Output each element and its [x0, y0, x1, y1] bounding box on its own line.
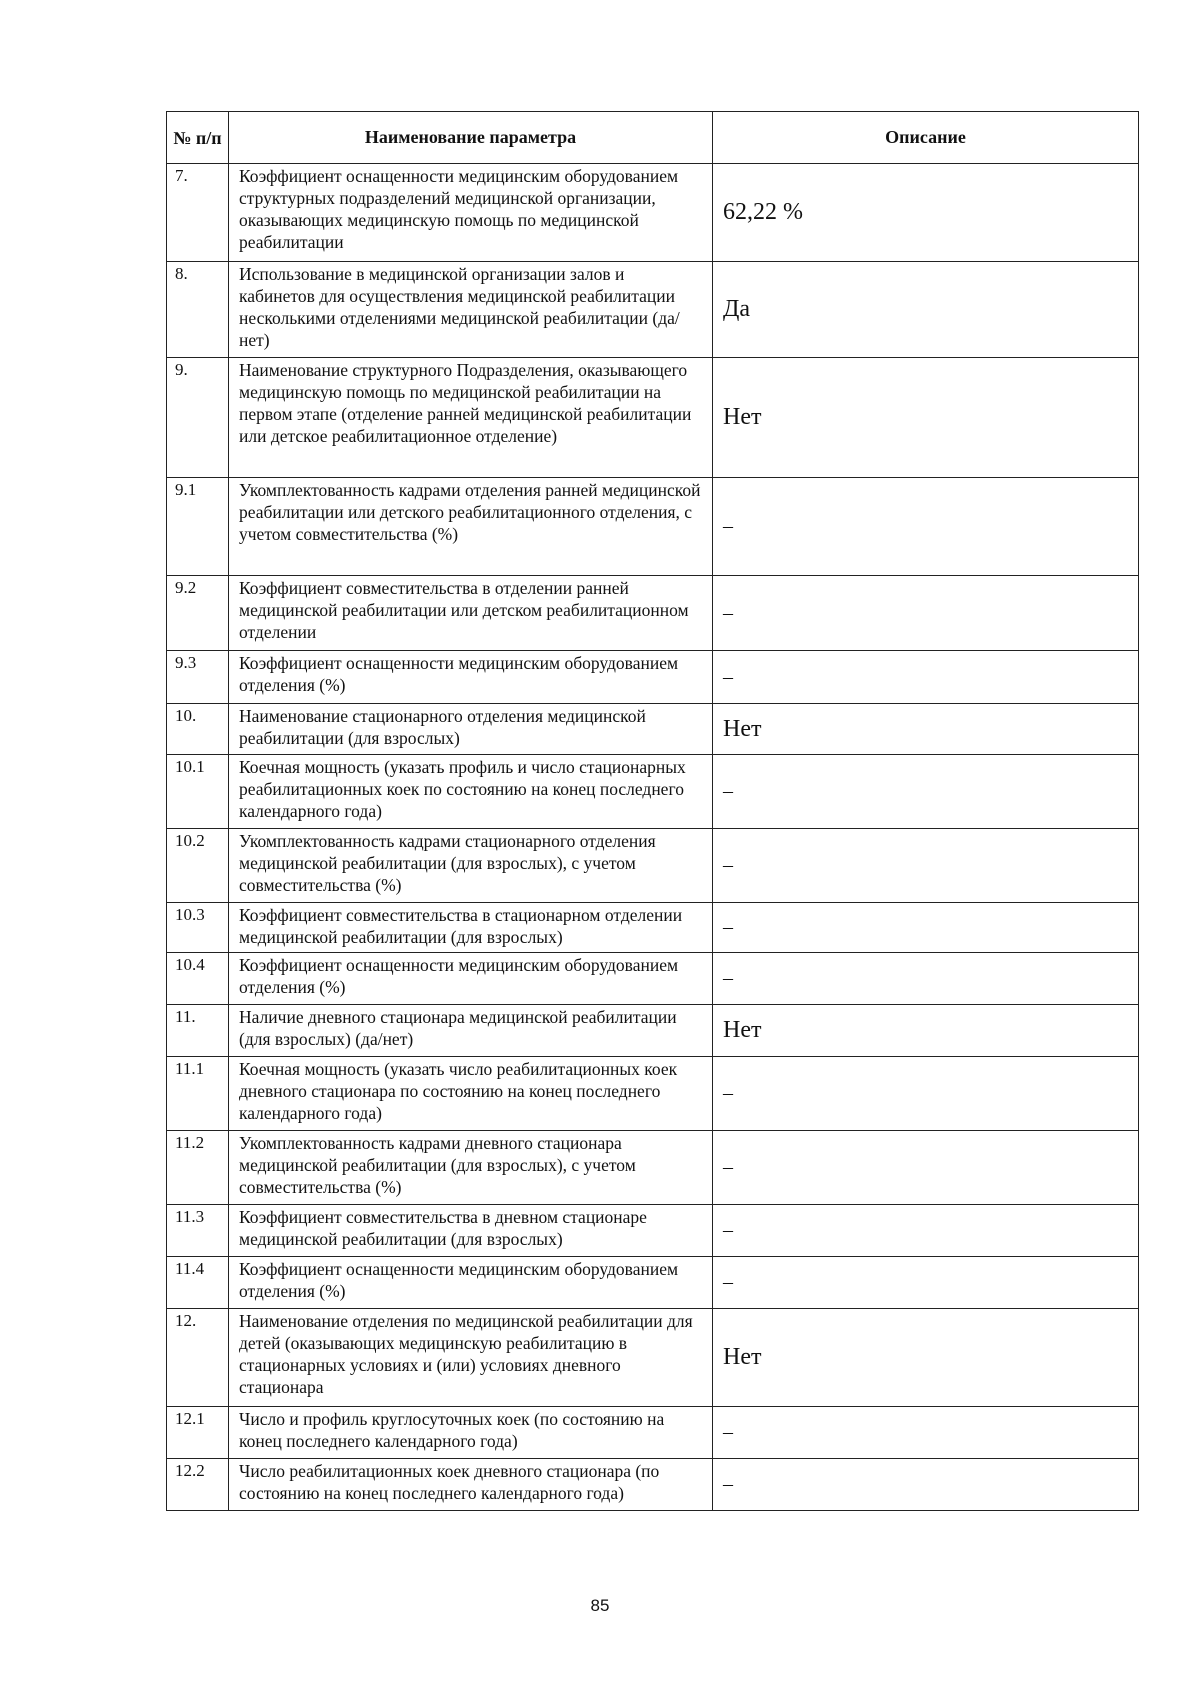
row-description: – — [713, 1407, 1139, 1459]
row-parameter: Коечная мощность (указать число реабилитационных коек дневного стационара по состоянию на конец последнего календарного года) — [229, 1057, 713, 1131]
row-parameter: Наименование отделения по медицинской реабилитации для детей (оказывающих медицинскую реабилитацию в стационарных условиях и (или) условиях дневного стационара — [229, 1309, 713, 1407]
table-row — [167, 1257, 1139, 1309]
table-row — [167, 903, 1139, 953]
row-description: – — [713, 1459, 1139, 1511]
row-parameter: Коэффициент совместительства в отделении ранней медицинской реабилитации или детском реабилитационном отделении — [229, 576, 713, 651]
row-number: 7. — [167, 164, 229, 262]
row-description: – — [713, 903, 1139, 953]
row-parameter: Использование в медицинской организации залов и кабинетов для осуществления медицинской реабилитации несколькими отделениями медицинской реабилитации (да/нет) — [229, 262, 713, 358]
row-parameter: Коэффициент совместительства в стационарном отделении медицинской реабилитации (для взрослых) — [229, 903, 713, 953]
table-row — [167, 478, 1139, 576]
table-row — [167, 1205, 1139, 1257]
row-description: – — [713, 1257, 1139, 1309]
row-number: 10.3 — [167, 903, 229, 953]
table-row — [167, 651, 1139, 704]
parameters-table — [166, 111, 1139, 1511]
row-number: 9.3 — [167, 651, 229, 704]
row-description: 62,22 % — [713, 164, 1139, 262]
header-number: № п/п — [167, 112, 229, 164]
row-parameter: Коэффициент оснащенности медицинским оборудованием отделения (%) — [229, 1257, 713, 1309]
row-number: 9. — [167, 358, 229, 478]
row-number: 12.1 — [167, 1407, 229, 1459]
row-parameter: Число и профиль круглосуточных коек (по состоянию на конец последнего календарного года) — [229, 1407, 713, 1459]
row-parameter: Укомплектованность кадрами отделения ранней медицинской реабилитации или детского реабилитационного отделения, с учетом совместительства (%) — [229, 478, 713, 576]
row-description: – — [713, 755, 1139, 829]
row-description: – — [713, 1131, 1139, 1205]
row-description: Нет — [713, 1309, 1139, 1407]
table-row — [167, 1005, 1139, 1057]
row-parameter: Наличие дневного стационара медицинской реабилитации (для взрослых) (да/нет) — [229, 1005, 713, 1057]
row-number: 10.2 — [167, 829, 229, 903]
row-number: 9.1 — [167, 478, 229, 576]
table-row — [167, 1459, 1139, 1511]
row-number: 10.4 — [167, 953, 229, 1005]
row-parameter: Укомплектованность кадрами дневного стационара медицинской реабилитации (для взрослых), с учетом совместительства (%) — [229, 1131, 713, 1205]
row-number: 11. — [167, 1005, 229, 1057]
header-name: Наименование параметра — [229, 112, 713, 164]
table-row — [167, 1309, 1139, 1407]
table-row — [167, 829, 1139, 903]
row-parameter: Коечная мощность (указать профиль и число стационарных реабилитационных коек по состоянию на конец последнего календарного года) — [229, 755, 713, 829]
table-row — [167, 704, 1139, 755]
table-row — [167, 953, 1139, 1005]
table-row — [167, 358, 1139, 478]
row-number: 12.2 — [167, 1459, 229, 1511]
row-parameter: Коэффициент оснащенности медицинским оборудованием отделения (%) — [229, 651, 713, 704]
row-description: – — [713, 1057, 1139, 1131]
table-row — [167, 576, 1139, 651]
row-parameter: Коэффициент оснащенности медицинским оборудованием структурных подразделений медицинской организации, оказывающих медицинскую помощь по медицинской реабилитации — [229, 164, 713, 262]
row-parameter: Наименование структурного Подразделения, оказывающего медицинскую помощь по медицинской реабилитации на первом этапе (отделение ранней медицинской реабилитации или детское реабилитационное отделение) — [229, 358, 713, 478]
row-number: 12. — [167, 1309, 229, 1407]
row-number: 8. — [167, 262, 229, 358]
row-description: – — [713, 1205, 1139, 1257]
row-number: 11.2 — [167, 1131, 229, 1205]
row-parameter: Число реабилитационных коек дневного стационара (по состоянию на конец последнего календарного года) — [229, 1459, 713, 1511]
row-parameter: Коэффициент совместительства в дневном стационаре медицинской реабилитации (для взрослых) — [229, 1205, 713, 1257]
header-description: Описание — [713, 112, 1139, 164]
row-number: 11.4 — [167, 1257, 229, 1309]
row-description: Нет — [713, 704, 1139, 755]
row-description: – — [713, 953, 1139, 1005]
row-number: 9.2 — [167, 576, 229, 651]
table-row — [167, 1057, 1139, 1131]
table-row — [167, 1407, 1139, 1459]
row-description: – — [713, 576, 1139, 651]
table-row — [167, 755, 1139, 829]
table-row — [167, 262, 1139, 358]
row-description: – — [713, 478, 1139, 576]
row-description: – — [713, 829, 1139, 903]
page-number: 85 — [590, 1596, 610, 1615]
row-parameter: Наименование стационарного отделения медицинской реабилитации (для взрослых) — [229, 704, 713, 755]
row-number: 10.1 — [167, 755, 229, 829]
table-body — [167, 164, 1139, 1511]
row-description: Нет — [713, 1005, 1139, 1057]
row-number: 11.1 — [167, 1057, 229, 1131]
row-parameter: Укомплектованность кадрами стационарного отделения медицинской реабилитации (для взрослых), с учетом совместительства (%) — [229, 829, 713, 903]
row-parameter: Коэффициент оснащенности медицинским оборудованием отделения (%) — [229, 953, 713, 1005]
row-number: 11.3 — [167, 1205, 229, 1257]
table-row — [167, 1131, 1139, 1205]
table-row — [167, 164, 1139, 262]
row-description: Да — [713, 262, 1139, 358]
row-description: Нет — [713, 358, 1139, 478]
table-header-row — [167, 112, 1139, 164]
row-number: 10. — [167, 704, 229, 755]
row-description: – — [713, 651, 1139, 704]
